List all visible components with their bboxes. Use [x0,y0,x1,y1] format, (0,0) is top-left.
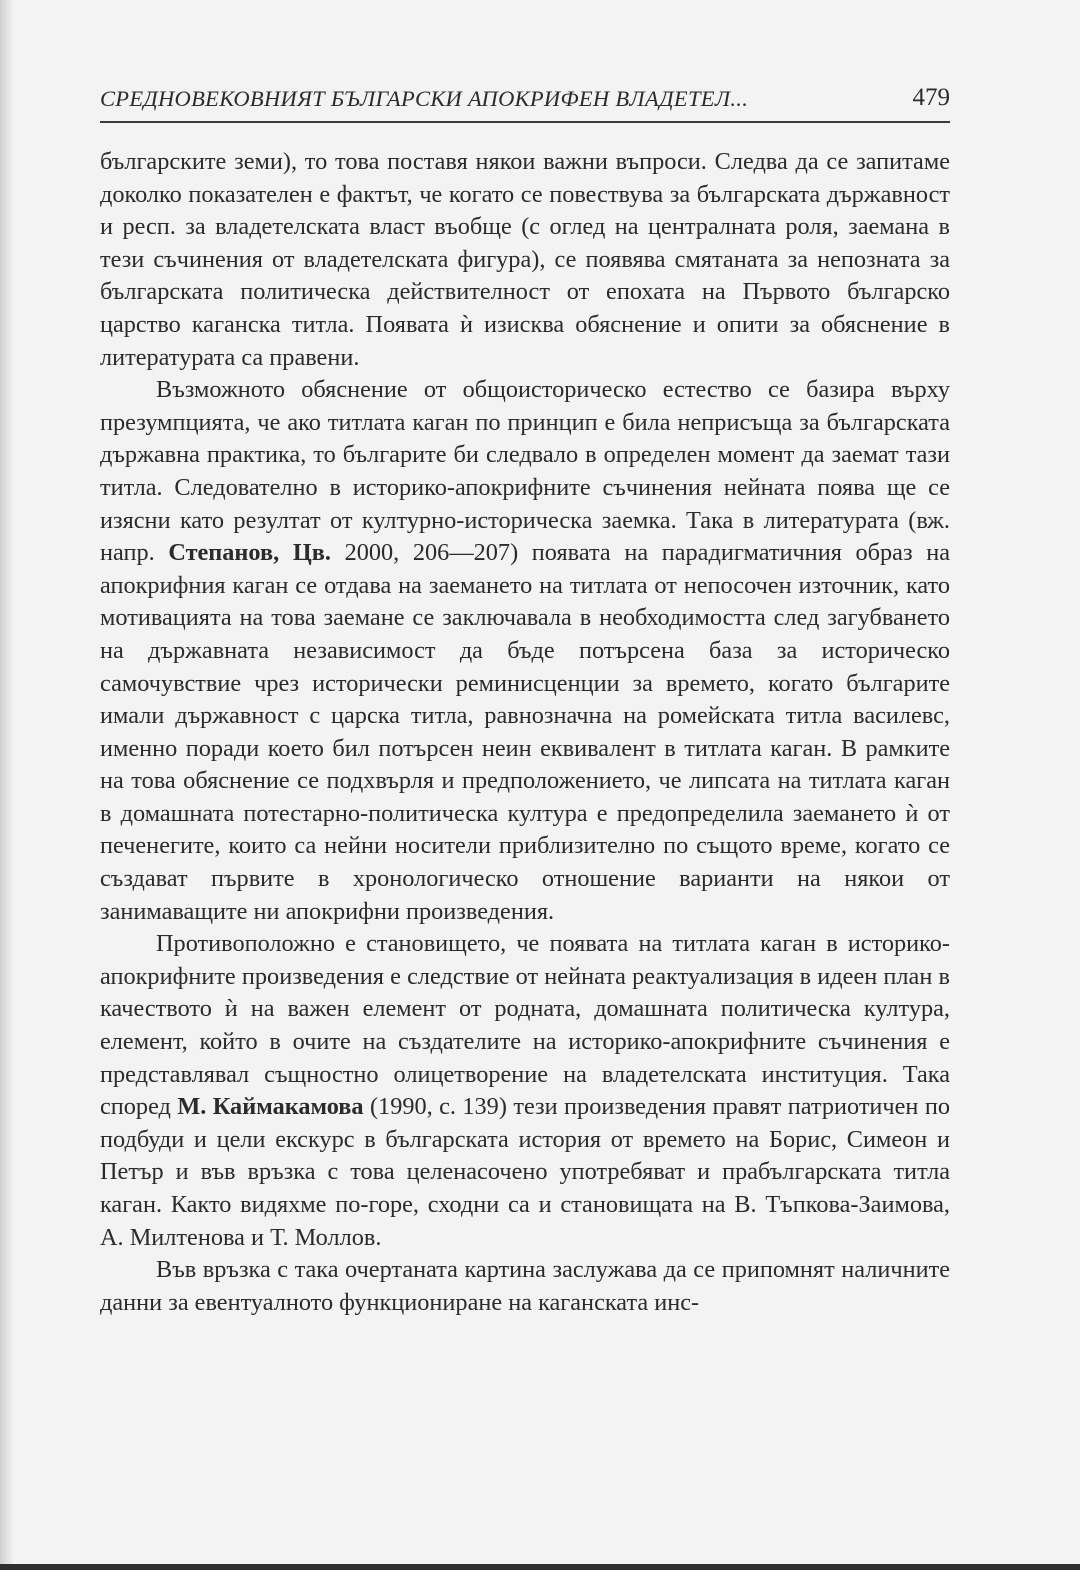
paragraph-text: българските земи), то това поставя някои важни въпроси. Следва да се запитаме доколко показателен е фактът, че когато се повествува за българската държавност и респ. за владетелската власт въобще (с оглед на централната роля, заемана в тези съчинения от владетелската фигура), се появява смятаната за непозната за българската политическа действителност от епохата на Първото българско царство каганска титла. Появата ѝ изисква обяснение и опити за обяснение в литературата са правени. [100,148,950,371]
paragraph-text: (1990, с. 139) тези произведения правят патриотичен по подбуди и цели екскурс в българската история от времето на Борис, Симеон и Петър и във връзка с това целенасочено употребяват и прабългарската титла каган. Както видяхме по-горе, сходни са и становищата на В. Тъпкова-Заимова, А. Милтенова и Т. Моллов. [100,1093,950,1251]
page-number: 479 [912,84,950,111]
header-rule [100,121,950,123]
paragraph-4 [100,1254,950,1319]
cited-author: М. Каймакамова [177,1093,364,1121]
page-bottom-edge [0,1564,1080,1570]
running-header [100,84,950,120]
paragraph-3 [100,928,950,1254]
body-text [100,146,950,1319]
paragraph-text: Противоположно е становището, че появата на титлата каган в историко-апокрифните произведения е следствие от нейната реактуализация в идеен план в качеството ѝ на важен елемент от родната, домашната политическа култура, елемент, който в очите на създателите на историко-апокрифните съчинения е представлявал същностно олицетворение на владетелската институция. Така според [100,930,950,1121]
paragraph-text: Във връзка с така очертаната картина заслужава да се припомнят наличните данни за евентуалното функциониране на каганската инс- [100,1256,950,1316]
paragraph-1 [100,146,950,374]
page-gutter-shadow [0,0,14,1570]
running-title: СРЕДНОВЕКОВНИЯТ БЪЛГАРСКИ АПОКРИФЕН ВЛАДЕТЕЛ... [100,86,749,111]
paragraph-text: 2000, 206—207) появата на парадигматичния образ на апокрифния каган се отдава на заемането на титлата от непосочен източник, като мотивацията на това заемане се заключавала в необходимостта след загубването на държавната независимост да бъде потърсена база за историческо самочувствие чрез исторически реминисценции за времето, когато българите имали държавност с царска титла, равнозначна на ромейската титла василевс, именно поради което бил потърсен неин еквивалент в титлата каган. В рамките на това обяснение се подхвърля и предположението, че липсата на титлата каган в домашната потестарно-политическа култура е предопределила заемането ѝ от печенегите, които са нейни носители приблизително по същото време, когато се създават първите в хронологическо отношение варианти на някои от занимаващите ни апокрифни произведения. [100,539,950,925]
paragraph-text: Възможното обяснение от общоисторическо естество се базира върху презумпцията, че ако титлата каган по принцип е била неприсъща за българската държавна практика, то българите би следвало в определен момент да заемат тази титла. Следователно в историко-апокрифните съчинения нейната поява ще се изясни като резултат от културно-историческа заемка. Така в литературата (вж. напр. [100,376,950,567]
cited-author: Степанов, Цв. [168,539,331,567]
paragraph-2 [100,374,950,928]
